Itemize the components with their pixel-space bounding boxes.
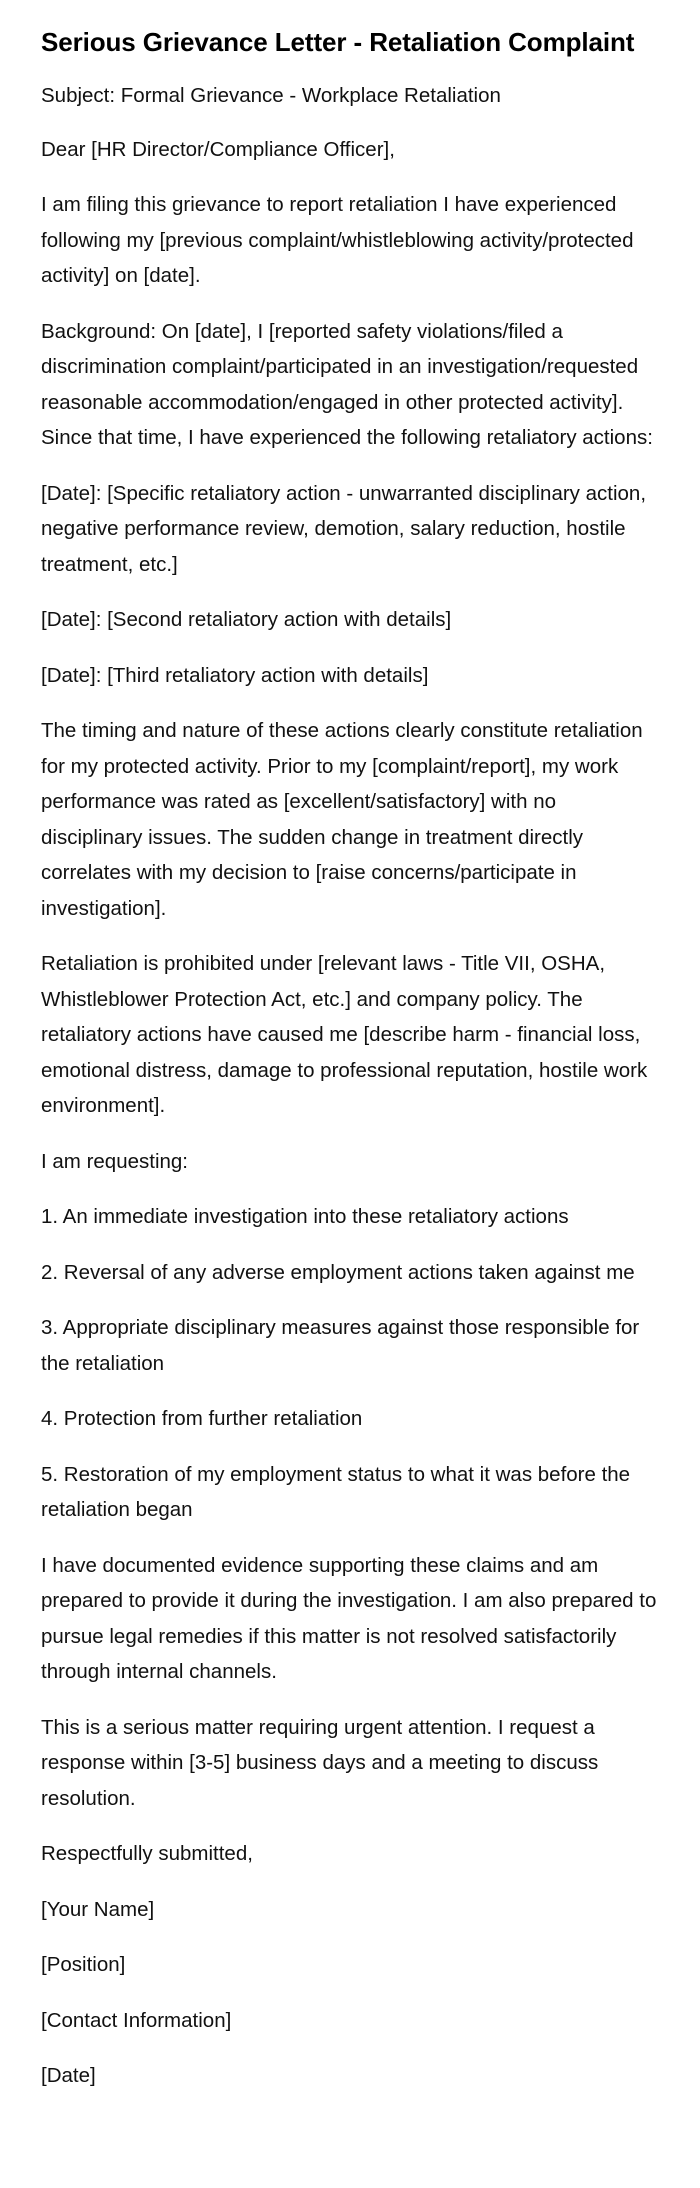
request-item: 2. Reversal of any adverse employment actions taken against me: [41, 1260, 635, 1284]
signature-name: [Your Name]: [41, 1897, 155, 1921]
intro-paragraph: I am filing this grievance to report retaliation I have experienced following my [previous complaint/whistleblowing activity/protected activity] on [date].: [41, 193, 634, 287]
request-item: 3. Appropriate disciplinary measures against those responsible for the retaliation: [41, 1316, 640, 1375]
retaliatory-action-item: [Date]: [Second retaliatory action with details]: [41, 608, 452, 631]
background-paragraph: Background: On [date], I [reported safety violations/filed a discrimination complaint/participated in an investigation/requested reasonable accommodation/engaged in other protected activity]. Since that time, I have experienced the following retaliatory actions:: [41, 319, 653, 449]
salutation: Dear [HR Director/Compliance Officer],: [41, 137, 395, 161]
signature-contact: [Contact Information]: [41, 2008, 232, 2032]
requesting-label: I am requesting:: [41, 1149, 188, 1173]
retaliatory-action-item: [Date]: [Third retaliatory action with details]: [41, 663, 429, 687]
request-item: 4. Protection from further retaliation: [41, 1407, 363, 1430]
subject-line: Subject: Formal Grievance - Workplace Retaliation: [41, 84, 501, 107]
closing-line: Respectfully submitted,: [41, 1842, 253, 1865]
signature-position: [Position]: [41, 1953, 126, 1976]
legal-paragraph: Retaliation is prohibited under [relevant laws - Title VII, OSHA, Whistleblower Protection Act, etc.] and company policy. The retaliatory actions have caused me [describe harm - financial loss, emotional distress, damage to professional reputation, hostile work environment].: [41, 952, 648, 1117]
request-item: 1. An immediate investigation into these retaliatory actions: [41, 1205, 569, 1228]
signature-date: [Date]: [41, 2064, 96, 2087]
timing-paragraph: The timing and nature of these actions clearly constitute retaliation for my protected activity. Prior to my [complaint/report], my work performance was rated as [excellent/satisfactory] with no disciplinary issues. The sudden change in treatment directly correlates with my decision to [raise concerns/participate in investigation].: [41, 719, 643, 920]
urgency-paragraph: This is a serious matter requiring urgent attention. I request a response within [3-5] business days and a meeting to discuss resolution.: [41, 1715, 599, 1810]
evidence-paragraph: I have documented evidence supporting these claims and am prepared to provide it during the investigation. I am also prepared to pursue legal remedies if this matter is not resolved satisfactorily through internal channels.: [41, 1553, 657, 1683]
request-item: 5. Restoration of my employment status to what it was before the retaliation began: [41, 1462, 631, 1521]
retaliatory-action-item: [Date]: [Specific retaliatory action - unwarranted disciplinary action, negative performance review, demotion, salary reduction, hostile treatment, etc.]: [41, 481, 647, 576]
document-title: Serious Grievance Letter - Retaliation Complaint: [41, 27, 635, 57]
